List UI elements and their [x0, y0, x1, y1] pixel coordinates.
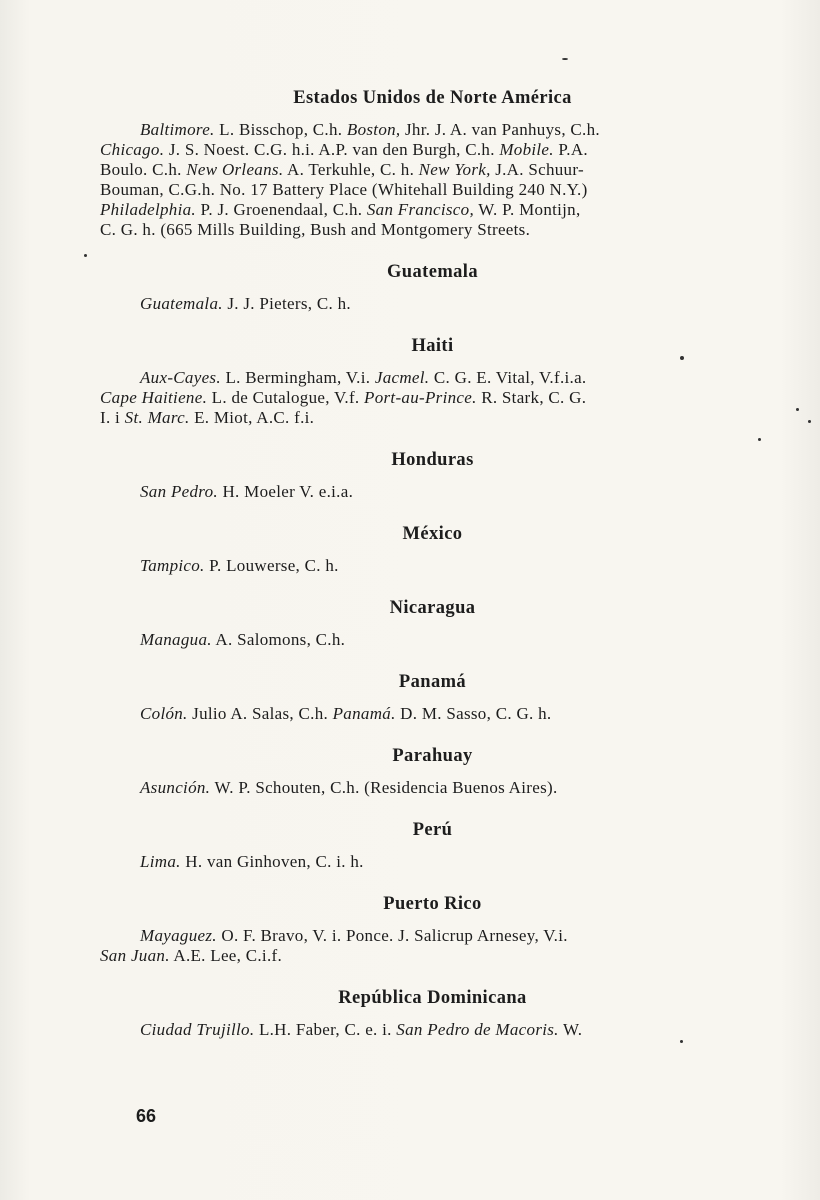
entry-line [100, 200, 765, 220]
city-name: Guatemala. [140, 294, 223, 313]
entry-line [100, 294, 765, 314]
city-name: Asunción. [140, 778, 211, 797]
entry-line [100, 556, 765, 576]
consulate-entry [100, 704, 765, 724]
entry-line [100, 140, 765, 160]
consul-details: L. Bermingham, V.i. [220, 368, 375, 387]
consul-details: J. J. Pieters, C. h. [222, 294, 351, 313]
consulate-entry [100, 556, 765, 576]
city-name: Lima. [140, 852, 181, 871]
consulate-entry [100, 778, 765, 798]
consul-details: R. Stark, C. G. [476, 388, 587, 407]
country-heading: Nicaragua [389, 598, 476, 618]
consulate-entry [100, 294, 765, 314]
country-heading: Panamá [398, 672, 467, 692]
consul-details: J. S. Noest. C.G. h.i. A.P. van den Burgh, C.h. [164, 140, 500, 159]
entry-line [100, 852, 765, 872]
consulate-entry [100, 926, 765, 966]
consul-details: A. Salomons, C.h. [211, 630, 346, 649]
country-heading: Haiti [411, 336, 454, 356]
entry-line [100, 778, 765, 798]
consul-details: I. i [100, 408, 125, 427]
consulate-entry [100, 120, 765, 240]
entry-line [100, 926, 765, 946]
consul-details: P. Louwerse, C. h. [204, 556, 339, 575]
city-name: Baltimore. [140, 120, 215, 139]
country-heading: Parahuay [392, 746, 473, 766]
city-name: Mobile. [499, 140, 554, 159]
consul-details: H. Moeler V. e.i.a. [217, 482, 354, 501]
entry-line [100, 946, 765, 966]
city-name: Ciudad Trujillo. [140, 1020, 255, 1039]
consul-details: L.H. Faber, C. e. i. [254, 1020, 397, 1039]
entry-line [100, 704, 765, 724]
print-speck [796, 408, 799, 411]
country-heading: República Dominicana [338, 988, 527, 1008]
country-heading: Honduras [391, 450, 474, 470]
print-speck [562, 58, 568, 60]
city-name: San Pedro. [140, 482, 218, 501]
city-name: New York, [418, 160, 491, 179]
consulate-entry [100, 852, 765, 872]
consulate-entry [100, 482, 765, 502]
print-speck [758, 438, 761, 441]
city-name: New Orleans. [186, 160, 284, 179]
consul-details: L. de Cutalogue, V.f. [207, 388, 365, 407]
entry-line [100, 220, 765, 240]
print-speck [84, 254, 87, 257]
entry-line [100, 368, 765, 388]
city-name: Aux-Cayes. [140, 368, 221, 387]
consul-details: Boulo. C.h. [100, 160, 187, 179]
consul-details: C. G. h. (665 Mills Building, Bush and Montgomery Streets. [100, 220, 531, 239]
entry-line [100, 630, 765, 650]
consul-details: A.E. Lee, C.i.f. [169, 946, 283, 965]
consul-details: P.A. [553, 140, 588, 159]
consul-details: O. F. Bravo, V. i. Ponce. J. Salicrup Arnesey, V.i. [216, 926, 568, 945]
directory-column [100, 88, 765, 1062]
city-name: Chicago. [100, 140, 165, 159]
consul-details: E. Miot, A.C. f.i. [189, 408, 315, 427]
city-name: Mayaguez. [140, 926, 217, 945]
city-name: Managua. [140, 630, 212, 649]
city-name: Cape Haitiene. [100, 388, 208, 407]
city-name: Panamá. [332, 704, 396, 723]
entry-line [100, 408, 765, 428]
consul-details: H. van Ginhoven, C. i. h. [180, 852, 364, 871]
print-speck [680, 356, 684, 360]
country-heading: México [402, 524, 463, 544]
consul-details: Bouman, C.G.h. No. 17 Battery Place (Whitehall Building 240 N.Y.) [100, 180, 588, 199]
country-heading: Perú [412, 820, 453, 840]
city-name: St. Marc. [124, 408, 190, 427]
city-name: Jacmel. [374, 368, 430, 387]
consul-details: D. M. Sasso, C. G. h. [395, 704, 552, 723]
consul-details: P. J. Groenendaal, C.h. [195, 200, 367, 219]
city-name: Philadelphia. [100, 200, 196, 219]
consul-details: A. Terkuhle, C. h. [283, 160, 419, 179]
entry-line [100, 160, 765, 180]
city-name: Colón. [140, 704, 188, 723]
consul-details: W. P. Schouten, C.h. (Residencia Buenos Aires). [210, 778, 558, 797]
city-name: San Pedro de Macoris. [396, 1020, 559, 1039]
consul-details: L. Bisschop, C.h. [214, 120, 347, 139]
consul-details: W. [558, 1020, 583, 1039]
consul-details: C. G. E. Vital, V.f.i.a. [429, 368, 587, 387]
print-speck [808, 420, 811, 423]
consul-details: J.A. Schuur- [490, 160, 584, 179]
entry-line [100, 388, 765, 408]
entry-line [100, 180, 765, 200]
consulate-entry [100, 630, 765, 650]
city-name: Port-au-Prince. [364, 388, 477, 407]
consulate-entry [100, 368, 765, 428]
country-heading: Guatemala [387, 262, 478, 282]
consul-details: Jhr. J. A. van Panhuys, C.h. [400, 120, 600, 139]
page-number: 66 [136, 1106, 157, 1126]
country-heading: Estados Unidos de Norte América [293, 88, 572, 108]
city-name: Boston, [346, 120, 401, 139]
country-heading: Puerto Rico [383, 894, 482, 914]
entry-line [100, 482, 765, 502]
print-speck [680, 1040, 683, 1043]
consulate-entry [100, 1020, 765, 1040]
entry-line [100, 120, 765, 140]
city-name: Tampico. [140, 556, 205, 575]
consul-details: W. P. Montijn, [474, 200, 581, 219]
entry-line [100, 1020, 765, 1040]
consul-details: Julio A. Salas, C.h. [187, 704, 333, 723]
city-name: San Francisco, [366, 200, 474, 219]
city-name: San Juan. [100, 946, 170, 965]
